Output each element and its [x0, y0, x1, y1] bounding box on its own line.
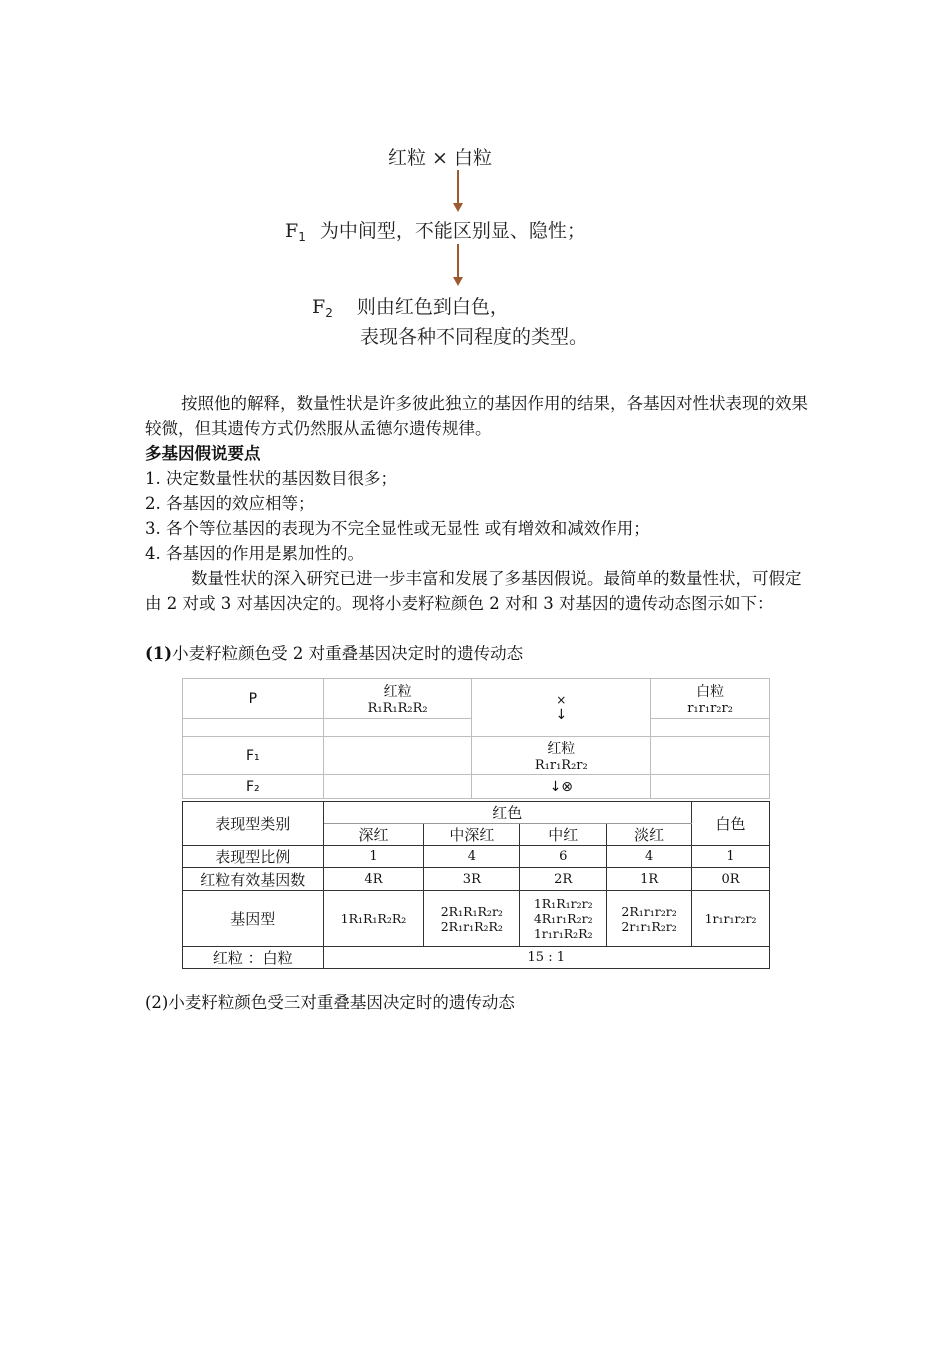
heading-1-text: 小麦籽粒颜色受 2 对重叠基因决定时的遗传动态: [172, 644, 524, 663]
genotype-entry: 2R₁r₁r₂r₂: [621, 903, 677, 919]
shade-deep-red: 深红: [323, 824, 424, 846]
f1-text: 为中间型，不能区别显、隐性；: [319, 220, 586, 242]
ratio-label: 表现型比例: [183, 846, 324, 868]
f2-subscript: 2: [325, 306, 333, 320]
point-1: 1. 决定数量性状的基因数目很多；: [145, 469, 397, 488]
genotype-entry: 1R₁R₁r₂r₂: [533, 896, 593, 911]
cross-label: 红粒 × 白粒: [388, 147, 492, 169]
f1-line: [285, 216, 586, 244]
genotype-entry: 2R₁r₁R₂R₂: [440, 918, 503, 934]
shade-mid-deep-red: 中深红: [424, 824, 520, 846]
genotype-entry: 2r₁r₁R₂r₂: [621, 918, 677, 934]
p-white-label: 白粒: [696, 684, 725, 700]
arrowhead-icon: [453, 203, 463, 212]
effective-genes-value: 2R: [520, 868, 607, 891]
genotype-label: 基因型: [183, 891, 324, 947]
genotype-entry: 1r₁r₁R₂R₂: [533, 926, 593, 941]
ratio-value: 1: [692, 846, 770, 868]
phenotype-category-label: 表现型类别: [183, 802, 324, 846]
white-label: 白色: [692, 802, 770, 846]
shade-mid-red: 中红: [520, 824, 607, 846]
ratio-value: 6: [520, 846, 607, 868]
effective-genes-value: 3R: [424, 868, 520, 891]
p-red-cell: [323, 679, 472, 719]
arrow-down-icon: [457, 244, 459, 278]
arrow-down-icon: [457, 170, 459, 204]
effective-genes-value: 4R: [323, 868, 424, 891]
self-symbol: ↓⊗: [472, 775, 651, 799]
f1-red-label: 红粒: [547, 741, 576, 757]
cross-diagram: [280, 140, 700, 370]
point-3: 3. 各个等位基因的表现为不完全显性或无显性 或有增效和减效作用；: [145, 519, 650, 538]
genotype-cell: [692, 891, 770, 947]
heading-1-number: (1): [145, 644, 173, 663]
f1-label: F₁: [183, 737, 324, 775]
genotype-entry: 4R₁r₁R₂r₂: [533, 911, 593, 926]
result-table: [182, 801, 770, 969]
p-white-genotype: r₁r₁r₂r₂: [687, 701, 733, 716]
f2-text2: 表现各种不同程度的类型。: [360, 326, 589, 348]
p-red-label: 红粒: [383, 684, 412, 700]
effective-genes-value: 1R: [607, 868, 692, 891]
shade-light-red: 淡红: [607, 824, 692, 846]
effective-genes-value: 0R: [692, 868, 770, 891]
point-4: 4. 各基因的作用是累加性的。: [145, 544, 364, 563]
f2-label: F₂: [183, 775, 324, 799]
p-label: P: [183, 679, 324, 719]
genotype-cell: [520, 891, 607, 947]
genotype-cell: [607, 891, 692, 947]
genotype-cell: [424, 891, 520, 947]
effective-genes-label: 红粒有效基因数: [183, 868, 324, 891]
arrowhead-icon: [453, 277, 463, 286]
intro-paragraph: 按照他的解释，数量性状是许多彼此独立的基因作用的结果，各基因对性状表现的效果较微，但其遗传方式仍然服从孟德尔遗传规律。: [145, 394, 808, 438]
cross-table: [182, 678, 770, 799]
genotype-cell: [323, 891, 424, 947]
ratio-value: 4: [607, 846, 692, 868]
genotype-entry: 2R₁R₁R₂r₂: [440, 903, 503, 919]
paragraph-2: 数量性状的深入研究已进一步丰富和发展了多基因假说。最简单的数量性状，可假定由 2 对或 3 对基因决定的。现将小麦籽粒颜色 2 对和 3 对基因的遗传动态图示如下：: [145, 569, 802, 613]
red-white-ratio: 15 : 1: [323, 947, 769, 969]
p-red-genotype: R₁R₁R₂R₂: [367, 701, 428, 716]
down-arrow-icon: ↓: [555, 706, 568, 723]
genotype-entry: 1R₁R₁R₂R₂: [340, 911, 407, 926]
ratio-value: 1: [323, 846, 424, 868]
heading-1: [145, 641, 523, 666]
f1-cell: [472, 737, 651, 775]
red-group-label: 红色: [323, 802, 692, 824]
point-2: 2. 各基因的效应相等；: [145, 494, 315, 513]
f1-subscript: 1: [298, 230, 306, 244]
f1-genotype: R₁r₁R₂r₂: [534, 758, 588, 773]
red-white-label: 红粒 ：白粒: [183, 947, 324, 969]
f2-line1: [312, 292, 509, 320]
f1-symbol: F: [285, 220, 299, 242]
p-white-cell: [651, 679, 770, 719]
section-title: 多基因假说要点: [145, 444, 261, 463]
cross-symbol: ×: [556, 692, 567, 707]
ratio-value: 4: [424, 846, 520, 868]
f2-text1: 则由红色到白色，: [356, 296, 509, 318]
heading-2: (2)小麦籽粒颜色受三对重叠基因决定时的遗传动态: [145, 993, 515, 1012]
cross-cell: [472, 679, 651, 737]
f2-symbol: F: [312, 296, 326, 318]
genotype-entry: 1r₁r₁r₂r₂: [704, 911, 757, 926]
